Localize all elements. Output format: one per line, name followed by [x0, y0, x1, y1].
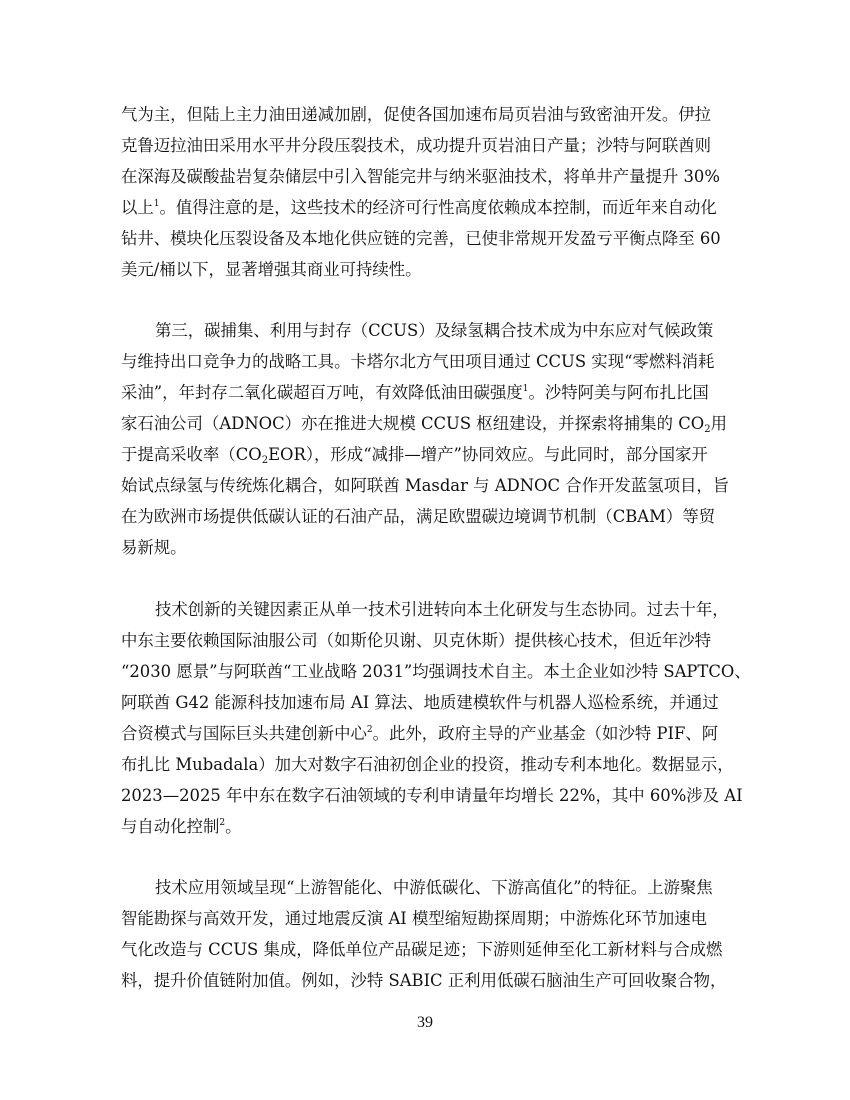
p1-line-2: 克鲁迈拉油田采用水平井分段压裂技术，成功提升页岩油日产量；沙特与阿联酋则: [121, 136, 712, 155]
p2-line-5: [121, 442, 741, 468]
p3-line-7: 2023—2025 年中东在数字石油领域的专利申请量年均增长 22%，其中 60%涉及 AI: [121, 786, 743, 805]
text-run: 以上: [121, 198, 154, 217]
text-run: 。沙特阿美与阿布扎比国: [528, 383, 709, 402]
p3-line-4: 阿联酋 G42 能源科技加速布局 AI 算法、地质建模软件与机器人巡检系统，并通过: [121, 693, 719, 712]
p3-line-6: 布扎比 Mubadala）加大对数字石油初创企业的投资，推动专利本地化。数据显示，: [121, 755, 734, 774]
text-run: EOR），形成“减排—增产”协同效应。与此同时，部分国家开: [268, 445, 708, 464]
p1-line-4: [121, 195, 741, 221]
p4-line-1: 技术应用领域呈现“上游智能化、中游低碳化、下游高值化”的特征。上游聚焦: [155, 878, 713, 897]
p2-line-2: 与维持出口竞争力的战略工具。卡塔尔北方气田项目通过 CCUS 实现“零燃料消耗: [121, 352, 715, 371]
p3-line-3: “2030 愿景”与阿联酋“工业战略 2031”均强调技术自主。本土企业如沙特 SAPTCO、: [121, 662, 751, 681]
p2-line-1: 第三，碳捕集、利用与封存（CCUS）及绿氢耦合技术成为中东应对气候政策: [155, 321, 714, 340]
page-number: 39: [417, 1014, 433, 1031]
p3-line-8: [121, 814, 741, 840]
p1-line-3: 在深海及碳酸盐岩复杂储层中引入智能完井与纳米驱油技术，将单井产量提升 30%: [121, 167, 720, 186]
p2-line-6: 始试点绿氢与传统炼化耦合，如阿联酋 Masdar 与 ADNOC 合作开发蓝氢项目，旨: [121, 476, 730, 495]
p4-line-4: 料，提升价值链附加值。例如，沙特 SABIC 正利用低碳石脑油生产可回收聚合物，: [121, 971, 727, 990]
text-run: 采油”，年封存二氧化碳超百万吨，有效降低油田碳强度: [121, 383, 523, 402]
p1-line-1: 气为主，但陆上主力油田递减加剧，促使各国加速布局页岩油与致密油开发。伊拉: [121, 105, 712, 124]
p3-line-5: [121, 721, 741, 747]
p1-line-6: 美元/桶以下，显著增强其商业可持续性。: [121, 260, 422, 279]
footnote-ref: 1: [522, 384, 529, 394]
text-run: 于提高采收率（CO: [121, 445, 262, 464]
footnote-ref: 2: [366, 725, 373, 735]
p4-line-2: 智能勘探与高效开发，通过地震反演 AI 模型缩短勘探周期；中游炼化环节加速电: [121, 909, 708, 928]
p2-line-7: 在为欧洲市场提供低碳认证的石油产品，满足欧盟碳边境调节机制（CBAM）等贸: [121, 507, 716, 526]
p3-line-1: 技术创新的关键因素正从单一技术引进转向本土化研发与生态协同。过去十年，: [155, 600, 729, 619]
text-run: 用: [710, 414, 727, 433]
p2-line-4: [121, 411, 741, 437]
p4-line-3: 气化改造与 CCUS 集成，降低单位产品碳足迹；下游则延伸至化工新材料与合成燃: [121, 940, 723, 959]
p1-line-5: 钻井、模块化压裂设备及本地化供应链的完善，已使非常规开发盈亏平衡点降至 60: [121, 229, 721, 248]
footnote-ref: 2: [219, 818, 226, 828]
subscript: 2: [261, 455, 269, 466]
text-run: 家石油公司（ADNOC）亦在推进大规模 CCUS 枢纽建设，并探索将捕集的 CO: [121, 414, 705, 433]
text-run: 。: [225, 817, 242, 836]
p3-line-2: 中东主要依赖国际油服公司（如斯伦贝谢、贝克休斯）提供核心技术，但近年沙特: [121, 631, 712, 650]
subscript: 2: [704, 424, 711, 435]
text-run: 与自动化控制: [121, 817, 220, 836]
p2-line-3: [121, 380, 741, 406]
text-run: 。此外，政府主导的产业基金（如沙特 PIF、阿: [372, 724, 719, 743]
p2-line-8: 易新规。: [121, 538, 187, 557]
footnote-ref: 1: [153, 199, 160, 209]
text-run: 。值得注意的是，这些技术的经济可行性高度依赖成本控制，而近年来自动化: [159, 198, 717, 217]
text-run: 合资模式与国际巨头共建创新中心: [121, 724, 367, 743]
